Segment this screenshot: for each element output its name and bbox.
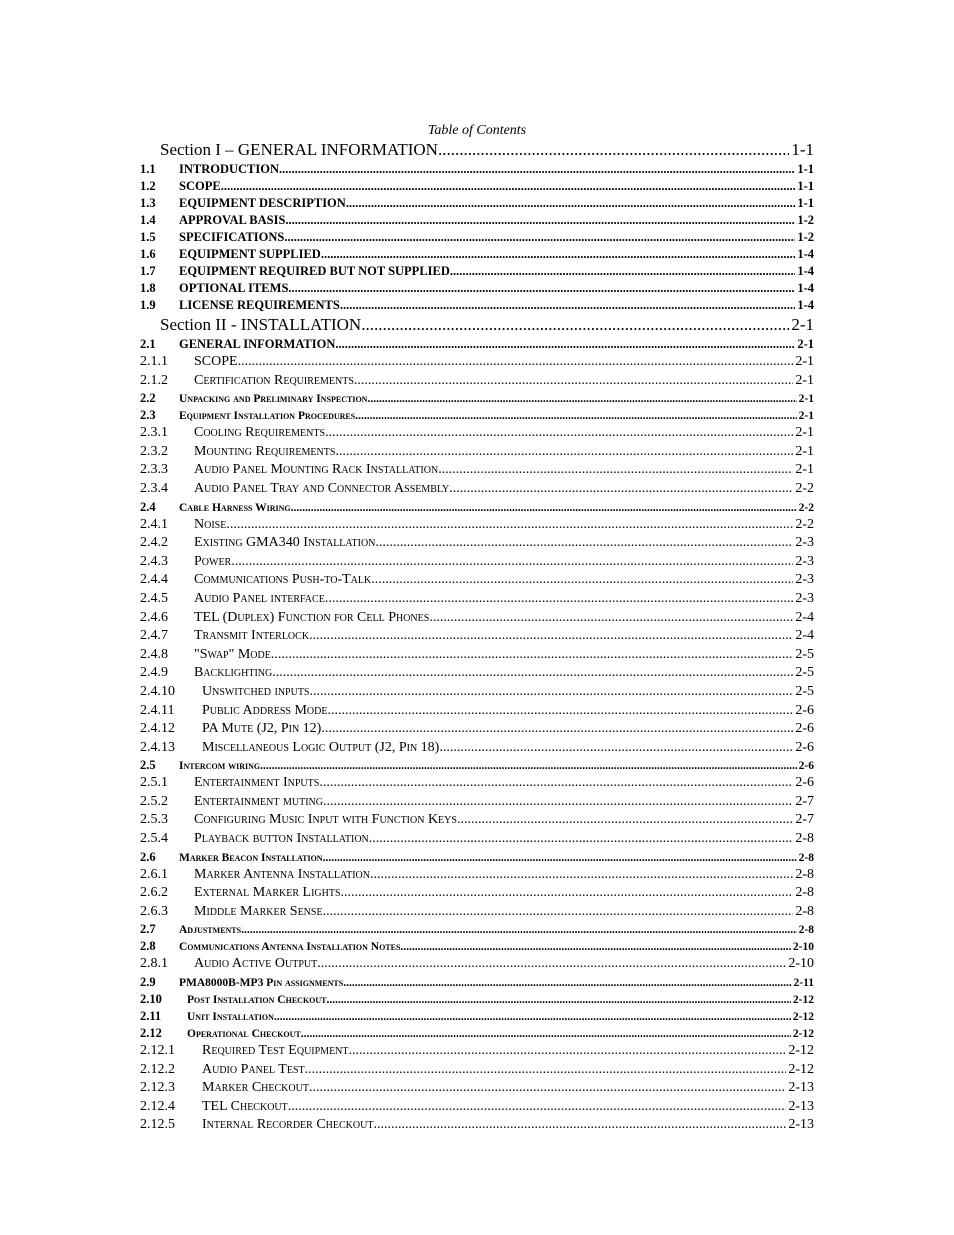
toc-entry-title: Configuring Music Input with Function Keys [194,812,457,828]
toc-entry[interactable] [140,610,814,629]
toc-entry[interactable] [140,647,814,666]
dot-leader [439,740,793,756]
dot-leader [375,535,793,551]
toc-entry[interactable] [140,1080,814,1099]
toc-entry-number: 2.6 [140,849,156,864]
toc-entry[interactable] [140,703,814,722]
toc-entry-title: Certification Requirements [194,372,354,388]
toc-entry-number: 2.4.11 [140,702,175,718]
toc-entry-title: Noise [194,516,227,532]
toc-entry-number: 2.4.6 [140,609,168,625]
toc-entry-title: Unswitched inputs [202,683,310,699]
dot-leader [317,956,786,972]
toc-entry[interactable] [140,684,814,703]
toc-entry-number: 2.6.1 [140,866,168,882]
toc-entry-page: 2-12 [788,1043,814,1059]
toc-section-heading[interactable] [140,140,814,162]
toc-entry[interactable] [140,831,814,850]
toc-entry[interactable] [140,758,814,775]
toc-entry[interactable] [140,992,814,1009]
toc-entry-title: Audio Panel Mounting Rack Installation [194,462,439,478]
toc-entry-number: 2.4.4 [140,572,168,588]
dot-leader [449,481,793,497]
toc-entry-title: SCOPE [179,179,221,193]
dot-leader [370,867,793,883]
dot-leader [457,812,793,828]
toc-entry-number: 2.6.3 [140,903,168,919]
toc-entry-number: 1.5 [140,230,156,244]
toc-entry-page: 2-7 [795,812,814,828]
toc-entry-page: 2-11 [793,977,814,990]
toc-entry[interactable] [140,1062,814,1081]
toc-entry-title: Communications Antenna Installation Notes [179,941,401,954]
toc-entry-page: 2-8 [798,851,814,864]
toc-entry-number: 2.5 [140,758,156,773]
toc-entry-page: 2-1 [795,372,814,388]
toc-entry[interactable] [140,264,814,281]
toc-entry-number: 1.3 [140,196,156,210]
toc-entry[interactable] [140,850,814,867]
toc-entry-page: 1-4 [797,298,814,312]
toc-entry[interactable] [140,572,814,591]
toc-entry-number: 1.8 [140,281,156,295]
toc-entry-number: 2.12.2 [140,1061,175,1077]
toc-entry-title: Operational Checkout [187,1028,301,1041]
toc-entry-title: Existing GMA340 Installation [194,535,376,551]
toc-entry-title: Transmit Interlock [194,628,310,644]
dot-leader [226,517,793,533]
toc-entry-title: APPROVAL BASIS [179,213,286,227]
toc-entry-page: 2-6 [795,721,814,737]
toc-entry-page: 2-3 [795,572,814,588]
toc-entry-title: Marker Checkout [202,1080,309,1096]
toc-entry-number: 1.7 [140,264,156,278]
toc-entry-title: Cable Harness Wiring [179,501,291,514]
toc-entry-title: Marker Beacon Installation [179,851,323,864]
toc-entry-number: 2.3.1 [140,425,168,441]
toc-entry-page: 1-4 [797,281,814,295]
toc-entry-title: Marker Antenna Installation [194,866,370,882]
toc-entry-number: 1.9 [140,298,156,312]
toc-entry-number: 2.5.1 [140,775,168,791]
toc-entry[interactable] [140,939,814,956]
dot-leader [450,264,795,279]
toc-entry-number: 2.5.4 [140,831,168,847]
toc-entry-page: 2-12 [792,994,814,1007]
toc-entry-page: 1-1 [797,162,814,176]
toc-entry-number: 2.4.1 [140,516,168,532]
toc-entry[interactable] [140,162,814,179]
toc-entry[interactable] [140,481,814,500]
toc-entry-number: 2.4.2 [140,535,168,551]
toc-entry[interactable] [140,885,814,904]
dot-leader [438,140,789,160]
page-title: Table of Contents [427,123,527,138]
table-of-contents [140,140,814,1136]
toc-entry-page: 2-1 [791,315,814,334]
toc-entry[interactable] [140,298,814,315]
toc-entry-title: Audio Panel interface [194,590,325,606]
toc-entry-page: 2-13 [788,1080,814,1096]
toc-entry[interactable] [140,1117,814,1136]
toc-entry-number: 2.9 [140,975,156,990]
toc-entry-page: 2-4 [795,628,814,644]
toc-entry[interactable] [140,247,814,264]
dot-leader [325,425,793,441]
toc-entry-page: 2-8 [795,903,814,919]
dot-leader [305,1062,787,1078]
toc-entry-page: 2-6 [798,760,814,773]
toc-entry-number: 2.1 [140,337,156,351]
toc-entry[interactable] [140,373,814,392]
toc-entry[interactable] [140,444,814,463]
dot-leader [346,196,796,211]
toc-entry-page: 2-1 [795,443,814,459]
toc-entry-number: 2.4.12 [140,721,175,737]
dot-leader [291,502,797,514]
toc-entry-number: 2.12.1 [140,1043,175,1059]
toc-entry-number: 2.4.3 [140,553,168,569]
toc-entry-title: Audio Active Output [194,956,318,972]
dot-leader [241,924,797,936]
toc-entry-page: 2-2 [798,501,814,514]
dot-leader [355,410,796,422]
dot-leader [272,665,793,681]
dot-leader [361,315,789,335]
toc-entry-page: 2-1 [795,354,814,369]
toc-entry-title: Mounting Requirements [194,443,336,459]
toc-entry-page: 2-2 [795,480,814,496]
dot-leader [321,247,796,262]
toc-entry[interactable] [140,500,814,517]
toc-entry[interactable] [140,956,814,975]
dot-leader [369,831,794,847]
toc-entry-number: 2.12.4 [140,1098,175,1114]
dot-leader [285,213,795,228]
toc-entry[interactable] [140,867,814,886]
dot-leader [371,572,793,588]
toc-entry-number: 2.5.2 [140,793,168,809]
toc-entry[interactable] [140,408,814,425]
toc-entry-number: 1.4 [140,213,156,227]
toc-entry-page: 1-2 [797,213,814,227]
toc-entry[interactable] [140,337,814,354]
toc-entry-page: 2-1 [795,425,814,441]
toc-entry[interactable] [140,1026,814,1043]
dot-leader [323,794,793,810]
toc-entry-title: LICENSE REQUIREMENTS [179,298,340,312]
toc-entry-title: Adjustments [179,924,242,937]
dot-leader [301,1028,791,1040]
dot-leader [323,904,794,920]
toc-entry-page: 2-1 [798,393,814,406]
toc-entry-title: Public Address Mode [202,702,328,718]
toc-entry-page: 1-1 [797,179,814,193]
toc-entry-page: 2-2 [795,516,814,532]
toc-entry-page: 2-8 [795,885,814,901]
toc-entry-title: OPTIONAL ITEMS [179,281,289,295]
dot-leader [341,885,794,901]
toc-entry-page: 2-5 [795,665,814,681]
toc-entry-number: 2.2 [140,391,156,406]
toc-entry-title: Section II - INSTALLATION [160,315,362,334]
toc-entry[interactable] [140,517,814,536]
toc-entry-number: 1.6 [140,247,156,261]
dot-leader [325,591,794,607]
toc-entry[interactable] [140,1009,814,1026]
toc-entry-title: Section I – GENERAL INFORMATION [160,140,438,159]
toc-entry-number: 2.4.9 [140,665,168,681]
toc-entry-page: 1-1 [791,140,814,159]
dot-leader [321,721,793,737]
toc-entry[interactable] [140,812,814,831]
toc-entry-number: 2.8.1 [140,956,168,972]
toc-entry[interactable] [140,425,814,444]
toc-entry[interactable] [140,721,814,740]
dot-leader [367,393,796,405]
toc-entry-page: 2-3 [795,535,814,551]
toc-entry-page: 2-6 [795,702,814,718]
toc-entry-title: Required Test Equipment [202,1043,349,1059]
dot-leader [400,941,790,953]
toc-entry-title: EQUIPMENT REQUIRED BUT NOT SUPPLIED [179,264,450,278]
toc-entry[interactable] [140,1043,814,1062]
dot-leader [373,1117,786,1133]
toc-entry-title: Entertainment Inputs [194,775,320,791]
toc-entry-page: 2-1 [797,337,814,351]
toc-entry-number: 1.2 [140,179,156,193]
toc-entry-number: 1.1 [140,162,156,176]
toc-entry-title: Communications Push-to-Talk [194,572,372,588]
toc-entry[interactable] [140,794,814,813]
toc-entry-title: GENERAL INFORMATION [179,337,336,351]
toc-entry-number: 2.3.4 [140,480,168,496]
toc-entry-number: 2.6.2 [140,885,168,901]
toc-entry-number: 2.4.8 [140,646,168,662]
dot-leader [327,703,793,719]
toc-entry-title: TEL (Duplex) Function for Cell Phones [194,609,430,625]
dot-leader [288,281,795,296]
dot-leader [274,1011,791,1023]
toc-entry-page: 2-3 [795,590,814,606]
dot-leader [221,179,796,194]
dot-leader [284,230,795,245]
dot-leader [335,444,793,460]
toc-entry[interactable] [140,462,814,481]
toc-entry[interactable] [140,665,814,684]
toc-entry[interactable] [140,535,814,554]
dot-leader [271,647,793,663]
dot-leader [354,373,793,389]
toc-entry-title: INTRODUCTION [179,162,280,176]
toc-entry-number: 2.1.1 [140,354,168,369]
toc-entry-page: 2-13 [788,1098,814,1114]
toc-section-heading[interactable] [140,315,814,337]
toc-entry-page: 2-5 [795,683,814,699]
toc-entry-page: 2-12 [788,1061,814,1077]
dot-leader [238,354,794,370]
toc-entry[interactable] [140,1099,814,1118]
toc-entry[interactable] [140,775,814,794]
toc-entry-title: Post Installation Checkout [187,994,327,1007]
toc-entry-page: 1-1 [797,196,814,210]
toc-entry-title: EQUIPMENT DESCRIPTION [179,196,346,210]
toc-entry-title: Audio Panel Tray and Connector Assembly [194,480,450,496]
toc-entry-title: SCOPE [194,354,238,369]
toc-entry-number: 2.12 [140,1026,162,1041]
dot-leader [309,1080,786,1096]
toc-entry-page: 2-5 [795,646,814,662]
toc-entry[interactable] [140,922,814,939]
dot-leader [327,994,791,1006]
toc-entry-title: Power [194,553,232,569]
toc-entry[interactable] [140,904,814,923]
toc-entry-title: TEL Checkout [202,1098,288,1114]
dot-leader [323,852,797,864]
toc-entry-page: 2-8 [795,866,814,882]
dot-leader [349,1043,787,1059]
toc-entry-page: 1-4 [797,247,814,261]
toc-entry-title: Unpacking and Preliminary Inspection [179,393,368,406]
toc-entry-title: Unit Installation [187,1011,274,1024]
toc-entry-title: Middle Marker Sense [194,903,323,919]
toc-entry-title: Audio Panel Test [202,1061,305,1077]
dot-leader [309,628,793,644]
toc-entry-page: 2-1 [798,410,814,423]
toc-entry-page: 1-4 [797,264,814,278]
toc-entry-title: "Swap" Mode [194,646,271,662]
dot-leader [310,684,794,700]
toc-entry-page: 2-1 [795,462,814,478]
toc-entry-number: 2.3.2 [140,443,168,459]
toc-entry-title: Internal Recorder Checkout [202,1117,374,1133]
toc-entry-number: 2.1.2 [140,372,168,388]
toc-entry-number: 2.3 [140,408,156,423]
toc-entry[interactable] [140,628,814,647]
toc-entry-page: 2-13 [788,1117,814,1133]
toc-entry-page: 2-12 [792,1011,814,1024]
toc-entry-number: 2.4 [140,499,156,514]
toc-entry-title: Entertainment muting [194,793,323,809]
toc-entry-number: 2.7 [140,922,156,937]
toc-entry[interactable] [140,740,814,759]
toc-entry-number: 2.12.3 [140,1080,175,1096]
toc-entry-number: 2.12.5 [140,1117,175,1133]
toc-entry-page: 2-6 [795,739,814,755]
toc-entry-title: Miscellaneous Logic Output (J2, Pin 18) [202,739,440,755]
toc-entry-page: 2-6 [795,775,814,791]
toc-entry-page: 2-8 [795,831,814,847]
dot-leader [231,554,793,570]
toc-entry-title: PMA8000B-MP3 Pin assignments [179,977,344,990]
toc-entry-number: 2.4.13 [140,739,175,755]
toc-entry-page: 2-4 [795,609,814,625]
toc-entry-number: 2.8 [140,939,156,954]
toc-entry-number: 2.10 [140,992,162,1007]
toc-entry-page: 2-7 [795,793,814,809]
toc-entry[interactable] [140,281,814,298]
toc-entry-page: 2-3 [795,553,814,569]
toc-entry[interactable] [140,213,814,230]
toc-entry[interactable] [140,196,814,213]
dot-leader [438,462,793,478]
toc-entry-title: Equipment Installation Procedures [179,410,356,423]
toc-entry[interactable] [140,230,814,247]
toc-entry-number: 2.4.10 [140,683,175,699]
dot-leader [340,298,796,313]
toc-entry-page: 2-10 [788,956,814,972]
toc-entry-page: 2-8 [798,924,814,937]
toc-entry-title: External Marker Lights [194,885,341,901]
dot-leader [288,1099,787,1115]
toc-entry-number: 2.11 [140,1009,162,1024]
dot-leader [279,162,795,177]
toc-entry[interactable] [140,179,814,196]
toc-entry-title: Playback button Installation [194,831,369,847]
toc-entry[interactable] [140,554,814,573]
dot-leader [429,610,793,626]
toc-entry-page: 2-10 [792,941,814,954]
toc-entry[interactable] [140,354,814,373]
toc-entry[interactable] [140,391,814,408]
toc-entry-title: PA Mute (J2, Pin 12) [202,721,322,737]
toc-entry-number: 2.3.3 [140,462,168,478]
toc-entry-title: SPECIFICATIONS [179,230,285,244]
dot-leader [335,337,795,352]
toc-entry-number: 2.5.3 [140,812,168,828]
dot-leader [343,977,791,989]
toc-entry-title: Cooling Requirements [194,425,326,441]
toc-entry[interactable] [140,975,814,992]
toc-entry-number: 2.4.7 [140,628,168,644]
dot-leader [319,775,793,791]
toc-entry-number: 2.4.5 [140,590,168,606]
toc-entry-page: 1-2 [797,230,814,244]
toc-entry-title: Backlighting [194,665,273,681]
toc-entry-title: EQUIPMENT SUPPLIED [179,247,321,261]
dot-leader [260,760,797,772]
toc-entry[interactable] [140,591,814,610]
toc-entry-page: 2-12 [792,1028,814,1041]
toc-entry-title: Intercom wiring [179,760,261,773]
